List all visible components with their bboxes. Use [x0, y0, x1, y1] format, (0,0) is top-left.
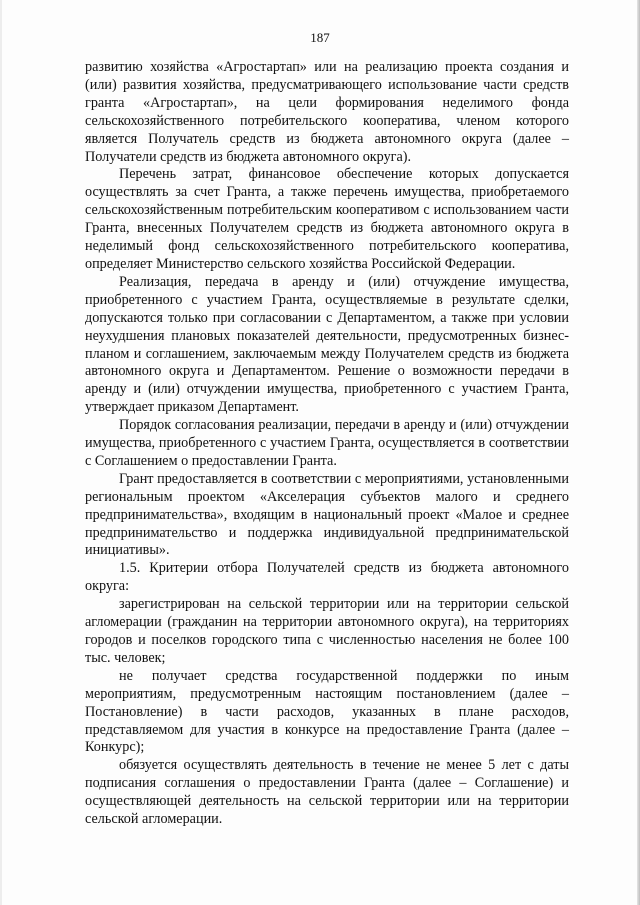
paragraph-expense-list: Перечень затрат, финансовое обеспечение которых допускается осуществлять за счет Гранта, а также перечень имущества, приобретаемого сельскохозяйственным потребительским кооперативом с использованием части Гранта, внесенных Получателем средств из бюджета автономного округа в неделимый фонд сельскохозяйственного потребительского кооператива, определяет Министерство сельского хозяйства Российской Федерации.: [85, 166, 569, 272]
criterion-no-other-support: не получает средства государственной поддержки по иным мероприятиям, предусмотренным настоящим постановлением (далее – Постановление) в части расходов, указанных в плане расходов, представляемом для участия в конкурсе на предоставление Гранта (далее – Конкурс);: [85, 667, 569, 756]
paragraph-grant-basis: Грант предоставляется в соответствии с мероприятиями, установленными региональным проектом «Акселерация субъектов малого и среднего предпринимательства», входящим в национальный проект «Малое и среднее предпринимательство и поддержка индивидуальной предпринимательской инициативы».: [85, 470, 569, 559]
paragraph-selection-criteria-heading: 1.5. Критерии отбора Получателей средств из бюджета автономного округа:: [85, 560, 569, 595]
criterion-activity-duration: обязуется осуществлять деятельность в течение не менее 5 лет с даты подписания соглашения о предоставлении Гранта (далее – Соглашение) и осуществляющей деятельность на сельской территории или на территории сельской агломерации.: [85, 757, 569, 828]
paragraph-approval-procedure: Порядок согласования реализации, передачи в аренду и (или) отчуждении имущества, приобретенного с участием Гранта, осуществляется в соответствии с Соглашением о предоставлении Гранта.: [85, 417, 569, 469]
document-body: [85, 59, 569, 829]
page-number: 187: [310, 30, 330, 45]
scan-edge-left: [0, 0, 2, 905]
paragraph-property-transfer: Реализация, передача в аренду и (или) отчуждение имущества, приобретенного с участием Гранта, осуществляемые в результате сделки, допускаются только при согласовании с Департаментом, а также при условии неухудшения плановых показателей деятельности, предусмотренных бизнес-планом и соглашением, заключаемым между Получателем средств из бюджета автономного округа и Департаментом. Решение о возможности передачи в аренду и (или) отчуждении имущества, приобретенного с участием Гранта, утверждает приказом Департамент.: [85, 273, 569, 416]
criterion-registration: зарегистрирован на сельской территории или на территории сельской агломерации (гражданин на территории автономного округа), на территориях городов и поселков городского типа с численностью населения не более 100 тыс. человек;: [85, 596, 569, 666]
paragraph-continuation: развитию хозяйства «Агростартап» или на реализацию проекта создания и (или) развития хозяйства, предусматривающего использование части средств гранта «Агростартап», на цели формирования неделимого фонда сельскохозяйственного потребительского кооператива, членом которого является Получатель средств из бюджета автономного округа (далее – Получатели средств из бюджета автономного округа).: [85, 59, 569, 165]
